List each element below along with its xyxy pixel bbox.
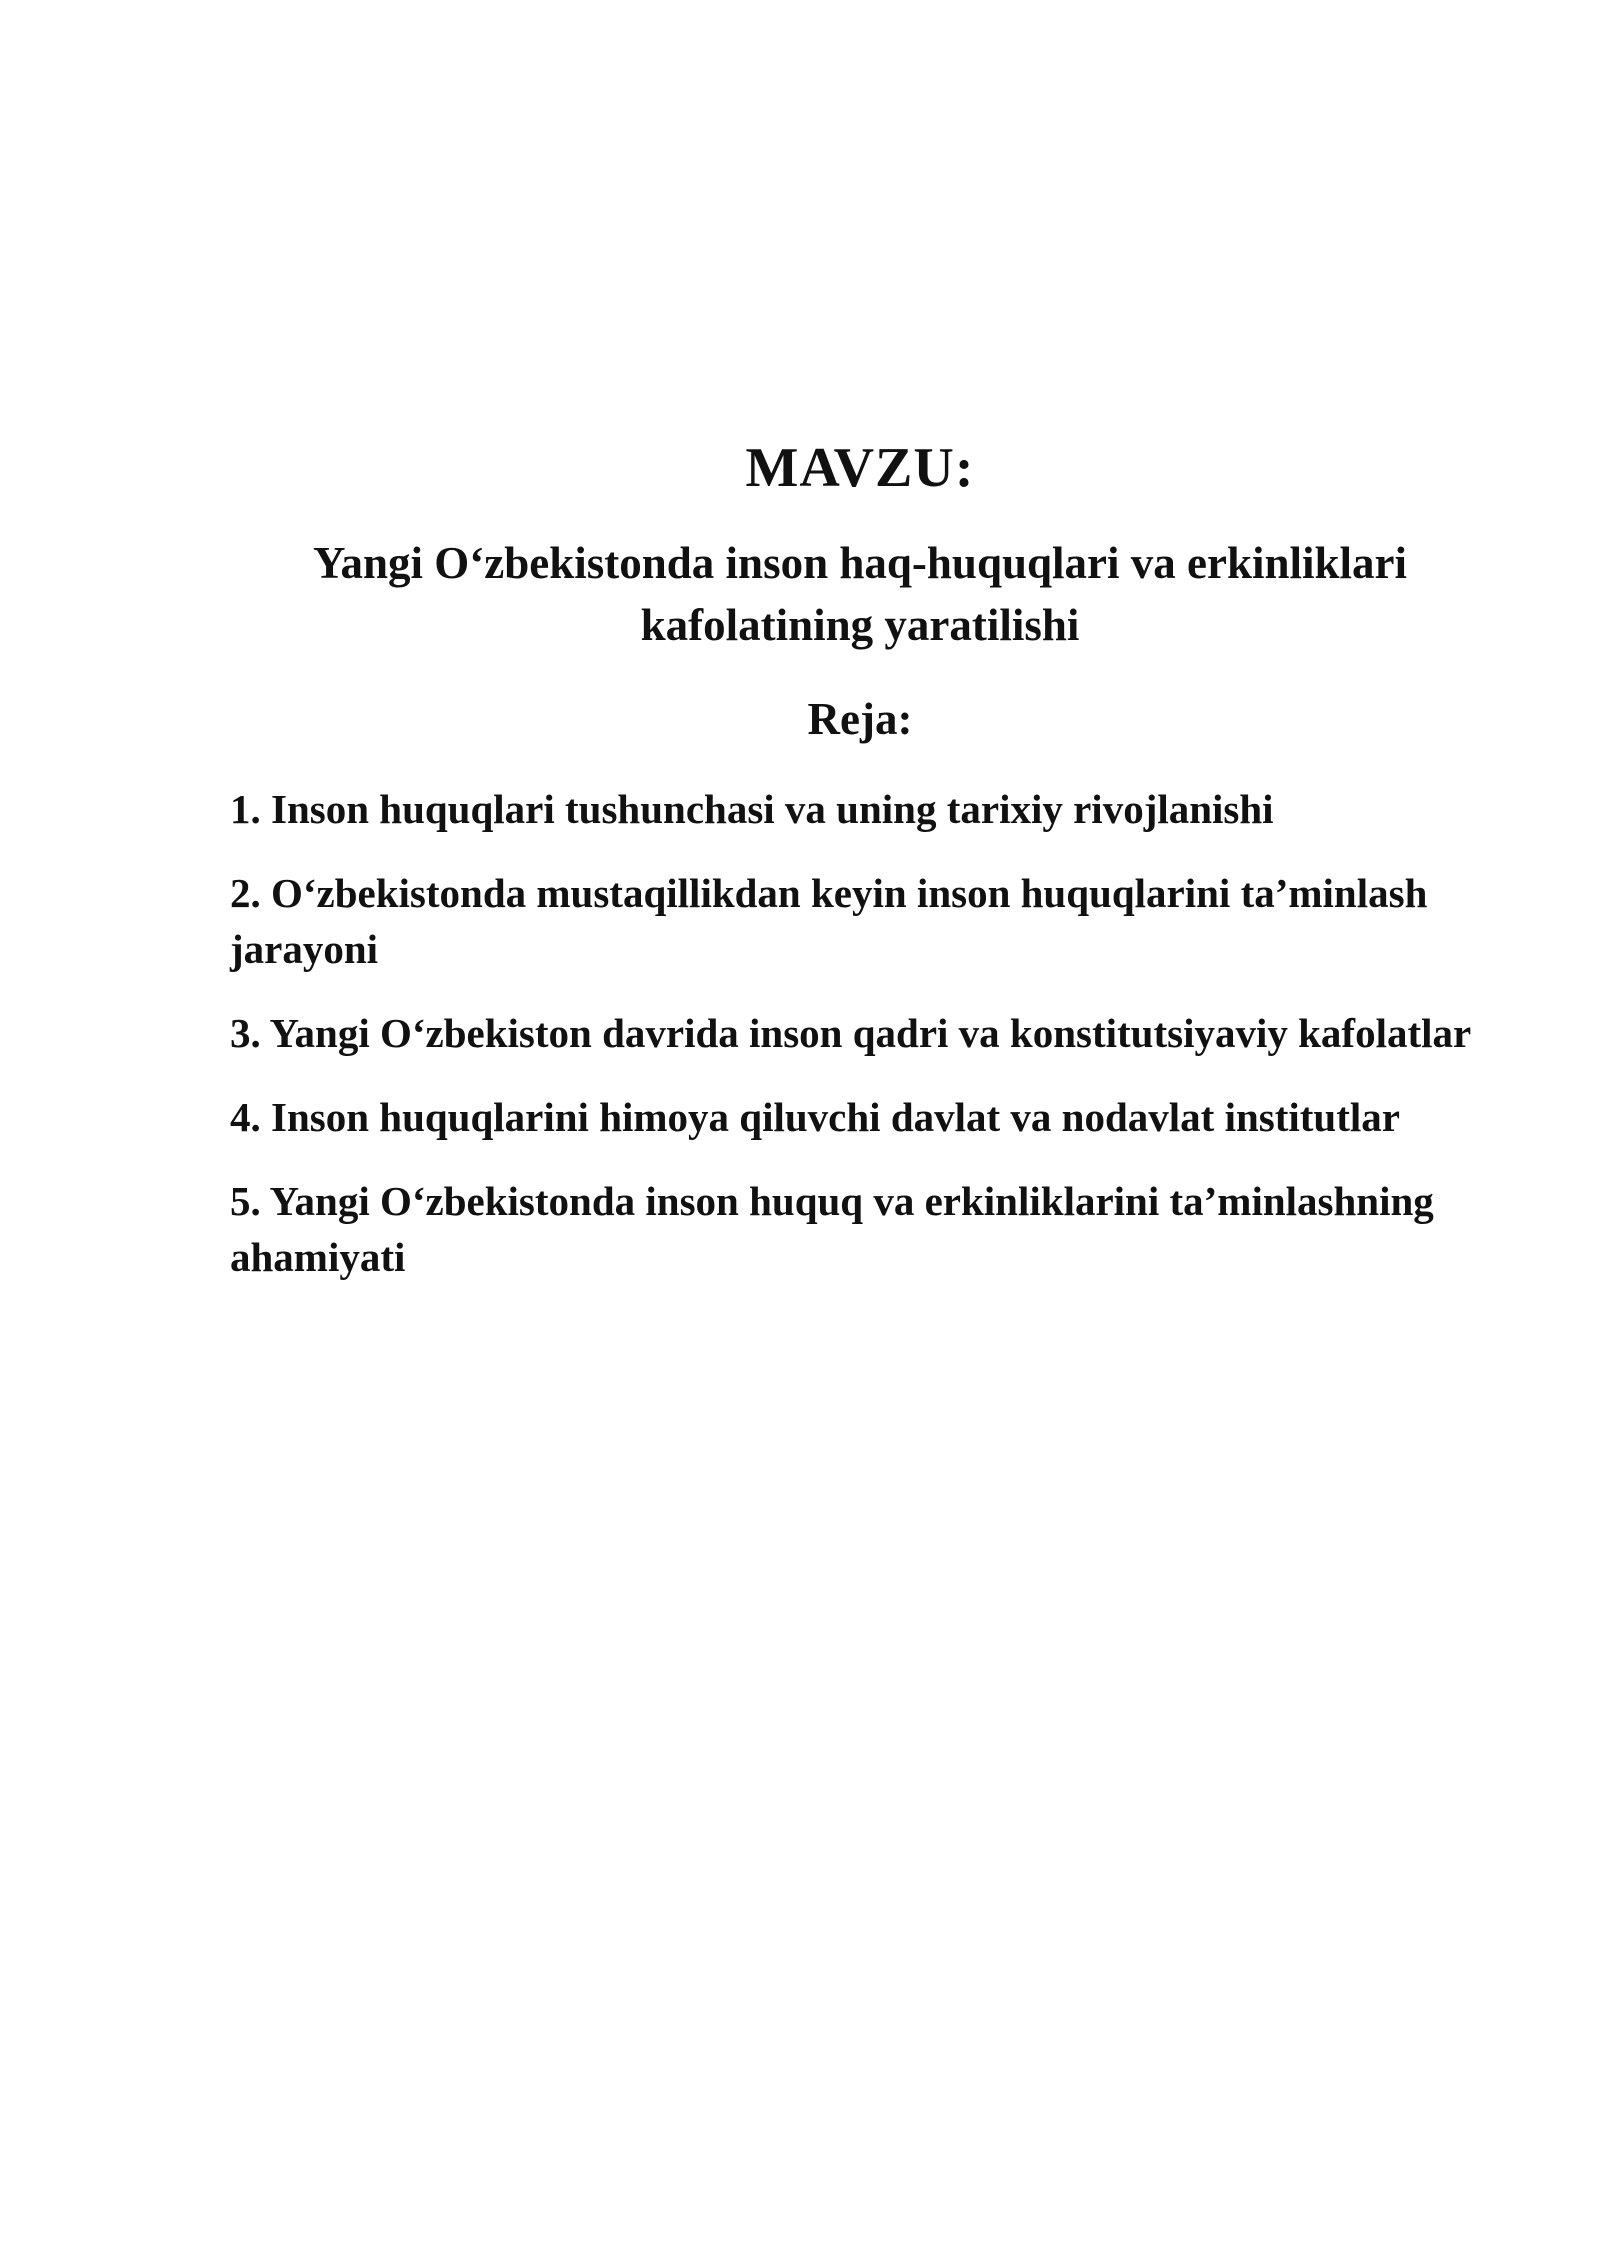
plan-item-3: 3. Yangi O‘zbekiston davrida inson qadri va konstitutsiyaviy kafolatlar xyxy=(230,1010,1472,1056)
topic-title: Yangi O‘zbekistonda inson haq-huquqlari va erkinliklari kafolatining yaratilishi xyxy=(312,538,1408,650)
plan-list xyxy=(230,781,1530,1313)
plan-label: Reja: xyxy=(807,694,913,744)
plan-item-4: 4. Inson huquqlarini himoya qiluvchi davlat va nodavlat institutlar xyxy=(230,1094,1400,1140)
plan-item-5: 5. Yangi O‘zbekistonda inson huquq va erkinliklarini ta’minlashning ahamiyati xyxy=(230,1178,1434,1280)
topic-label: MAVZU: xyxy=(745,437,975,499)
plan-item-2: 2. O‘zbekistonda mustaqillikdan keyin inson huquqlarini ta’minlash jarayoni xyxy=(230,870,1428,972)
plan-item-1: 1. Inson huquqlari tushunchasi va uning tarixiy rivojlanishi xyxy=(230,786,1274,832)
